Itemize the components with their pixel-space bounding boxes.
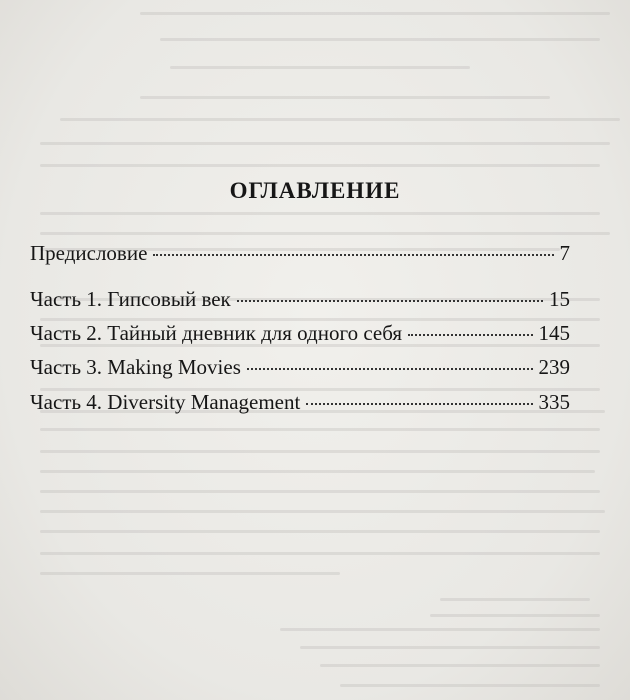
toc-title: ОГЛАВЛЕНИЕ — [229, 178, 401, 203]
toc-entry-label: Часть 4. Diversity Management — [30, 390, 301, 414]
toc-entry-page-number: 15 — [549, 287, 570, 311]
toc-entry-label: Предисловие — [30, 241, 148, 265]
leader-dots — [237, 282, 543, 302]
toc-entry-page-number: 145 — [538, 321, 570, 345]
toc-entry-label: Часть 1. Гипсовый век — [30, 287, 231, 311]
toc-entry-part-1[interactable] — [30, 286, 570, 316]
leader-dots — [153, 236, 553, 256]
toc-entry-page-number: 335 — [538, 390, 570, 414]
toc-entry-page-number: 7 — [559, 241, 570, 265]
toc-entry-label: Часть 2. Тайный дневник для одного себя — [30, 321, 403, 345]
toc-entry-page-number: 239 — [538, 355, 570, 379]
toc-entry-part-4[interactable] — [30, 389, 570, 419]
leader-dots — [408, 316, 532, 336]
toc-entry-part-3[interactable] — [30, 354, 570, 384]
leader-dots — [306, 385, 532, 405]
leader-dots — [247, 350, 533, 370]
toc-entry-label: Часть 3. Making Movies — [30, 355, 241, 379]
toc-entry-part-2[interactable] — [30, 320, 570, 350]
toc-entry-preface[interactable] — [30, 240, 570, 270]
